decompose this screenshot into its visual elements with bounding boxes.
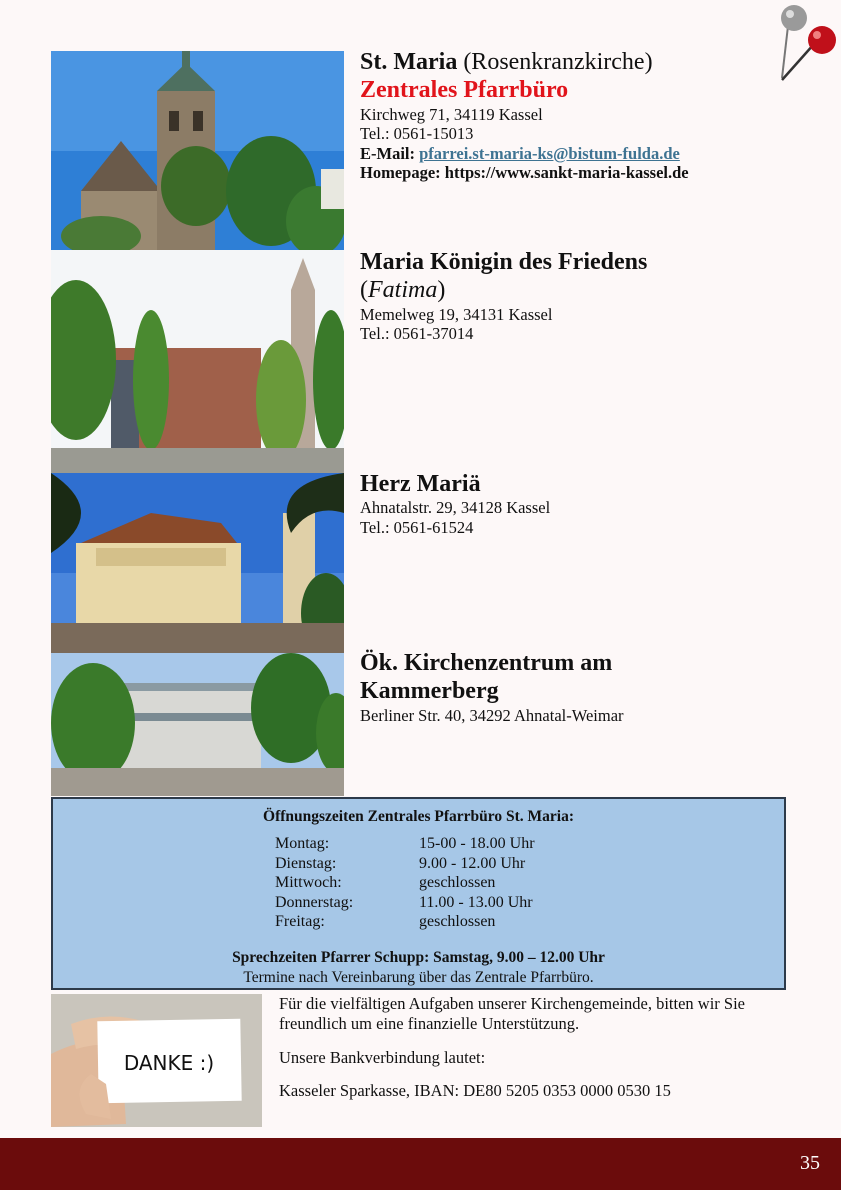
phone: Tel.: 0561-61524 [360, 517, 474, 537]
fatima-church-photo [51, 250, 344, 473]
hours-table [275, 834, 535, 932]
day: Dienstag: [275, 854, 337, 872]
danke-card-image [51, 994, 262, 1127]
st-maria-photo [51, 51, 344, 250]
address: Memelweg 19, 34131 Kassel [360, 304, 553, 324]
danke-card-text: DANKE :) [123, 1051, 215, 1075]
time: 11.00 - 13.00 Uhr [419, 893, 533, 911]
office-subtitle: Zentrales Pfarrbüro [360, 77, 569, 104]
church-title: Maria Königin des Friedens [360, 249, 648, 275]
homepage: Homepage: https://www.sankt-maria-kassel.de [360, 163, 689, 183]
opening-hours-box [51, 797, 786, 990]
bank-iban: Kasseler Sparkasse, IBAN: DE80 5205 0353 0000 0530 15 [279, 1081, 671, 1101]
page-number: 35 [800, 1152, 820, 1174]
hours-row [275, 893, 535, 913]
time: geschlossen [419, 913, 496, 931]
phone: Tel.: 0561-37014 [360, 324, 474, 344]
day: Donnerstag: [275, 893, 354, 911]
hours-title: Öffnungszeiten Zentrales Pfarrbüro St. Maria: [263, 808, 574, 825]
time: geschlossen [419, 874, 496, 892]
day: Mittwoch: [275, 874, 342, 892]
time: 15-00 - 18.00 Uhr [419, 835, 535, 852]
address: Kirchweg 71, 34119 Kassel [360, 104, 543, 124]
hours-row [275, 873, 535, 893]
church-title: St. Maria (Rosenkranzkirche) [360, 49, 653, 75]
church-title: Herz Mariä [360, 471, 481, 497]
herz-mariae-info [360, 470, 820, 537]
bank-intro: Unsere Bankverbindung lautet: [279, 1047, 486, 1067]
email-line: E-Mail: pfarrei.st-maria-ks@bistum-fulda.de [360, 143, 680, 163]
church-subtitle: (Fatima) [360, 277, 446, 304]
kammerberg-info [360, 649, 820, 725]
herz-mariae-photo [51, 473, 344, 653]
appointment-note: Termine nach Vereinbarung über das Zentrale Pfarrbüro. [243, 969, 594, 986]
pastor-office-hours: Sprechzeiten Pfarrer Schupp: Samstag, 9.00 – 12.00 Uhr [232, 949, 605, 966]
fatima-info [360, 248, 820, 344]
hours-row [275, 912, 535, 932]
day: Freitag: [275, 913, 325, 931]
time: 9.00 - 12.00 Uhr [419, 854, 526, 872]
donation-text [279, 994, 794, 1115]
address: Ahnatalstr. 29, 34128 Kassel [360, 498, 551, 518]
hours-row [275, 834, 535, 854]
day: Montag: [275, 835, 330, 852]
donation-paragraph: Für die vielfältigen Aufgaben unserer Kirchengemeinde, bitten wir Sie freundlich um eine finanzielle Unterstützung. [279, 994, 745, 1033]
address: Berliner Str. 40, 34292 Ahnatal-Weimar [360, 705, 624, 725]
st-maria-info [360, 48, 820, 183]
church-title-line2: Kammerberg [360, 678, 499, 705]
page-footer [0, 1138, 841, 1190]
kammerberg-photo [51, 653, 344, 796]
phone: Tel.: 0561-15013 [360, 124, 474, 144]
email-link[interactable]: pfarrei.st-maria-ks@bistum-fulda.de [419, 143, 680, 163]
church-title-line1: Ök. Kirchenzentrum am [360, 650, 613, 676]
hours-row [275, 854, 535, 874]
